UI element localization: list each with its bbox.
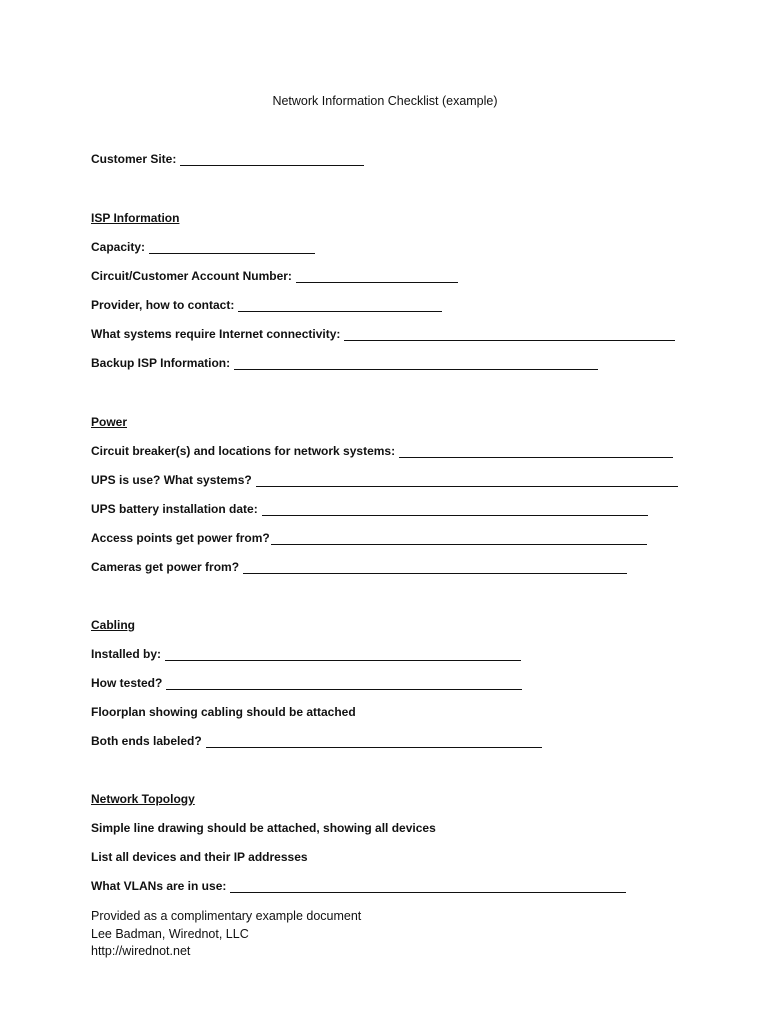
customer-site-line xyxy=(91,152,364,166)
internet-systems-blank[interactable] xyxy=(344,328,675,341)
installed-by-label: Installed by: xyxy=(91,647,162,661)
ups-battery-line xyxy=(91,502,648,516)
how-tested-label: How tested? xyxy=(91,676,163,690)
device-list-line xyxy=(91,850,308,864)
internet-systems-label: What systems require Internet connectivity: xyxy=(91,327,341,341)
device-list-label: List all devices and their IP addresses xyxy=(91,850,308,864)
customer-site-label: Customer Site: xyxy=(91,152,177,166)
cameras-power-line xyxy=(91,560,627,574)
how-tested-blank[interactable] xyxy=(166,677,522,690)
installed-by-blank[interactable] xyxy=(165,648,521,661)
ups-battery-label: UPS battery installation date: xyxy=(91,502,258,516)
ups-use-line xyxy=(91,473,678,487)
topology-heading: Network Topology xyxy=(91,792,195,806)
access-points-power-label: Access points get power from? xyxy=(91,531,270,545)
page-title: Network Information Checklist (example) xyxy=(272,94,498,108)
cameras-power-label: Cameras get power from? xyxy=(91,560,240,574)
capacity-blank[interactable] xyxy=(149,241,315,254)
line-drawing-line xyxy=(91,821,436,835)
vlans-label: What VLANs are in use: xyxy=(91,879,227,893)
provider-line xyxy=(91,298,442,312)
footer-note: Provided as a complimentary example document xyxy=(91,909,362,923)
line-drawing-label: Simple line drawing should be attached, showing all devices xyxy=(91,821,436,835)
floorplan-line xyxy=(91,705,356,719)
ends-labeled-label: Both ends labeled? xyxy=(91,734,202,748)
vlans-blank[interactable] xyxy=(230,880,626,893)
circuit-breakers-line xyxy=(91,444,673,458)
cabling-heading: Cabling xyxy=(91,618,135,632)
capacity-label: Capacity: xyxy=(91,240,146,254)
internet-systems-line xyxy=(91,327,675,341)
backup-isp-line xyxy=(91,356,598,370)
provider-label: Provider, how to contact: xyxy=(91,298,235,312)
ups-battery-blank[interactable] xyxy=(262,503,648,516)
access-points-power-blank[interactable] xyxy=(271,532,647,545)
ups-use-blank[interactable] xyxy=(256,474,678,487)
provider-blank[interactable] xyxy=(238,299,442,312)
isp-heading: ISP Information xyxy=(91,211,180,225)
ends-labeled-line xyxy=(91,734,542,748)
circuit-breakers-label: Circuit breaker(s) and locations for network systems: xyxy=(91,444,396,458)
capacity-line xyxy=(91,240,315,254)
account-number-line xyxy=(91,269,458,283)
vlans-line xyxy=(91,879,626,893)
cameras-power-blank[interactable] xyxy=(243,561,627,574)
account-number-blank[interactable] xyxy=(296,270,458,283)
power-heading: Power xyxy=(91,415,128,429)
backup-isp-label: Backup ISP Information: xyxy=(91,356,231,370)
footer-url[interactable]: http://wirednot.net xyxy=(91,944,191,958)
account-number-label: Circuit/Customer Account Number: xyxy=(91,269,292,283)
footer xyxy=(91,908,361,961)
installed-by-line xyxy=(91,647,521,661)
footer-author: Lee Badman, Wirednot, LLC xyxy=(91,926,249,941)
ups-use-label: UPS is use? What systems? xyxy=(91,473,252,487)
ends-labeled-blank[interactable] xyxy=(206,735,542,748)
how-tested-line xyxy=(91,676,522,690)
access-points-power-line xyxy=(91,531,647,545)
floorplan-label: Floorplan showing cabling should be attached xyxy=(91,705,356,719)
circuit-breakers-blank[interactable] xyxy=(399,445,673,458)
backup-isp-blank[interactable] xyxy=(234,357,598,370)
customer-site-blank[interactable] xyxy=(180,153,364,166)
